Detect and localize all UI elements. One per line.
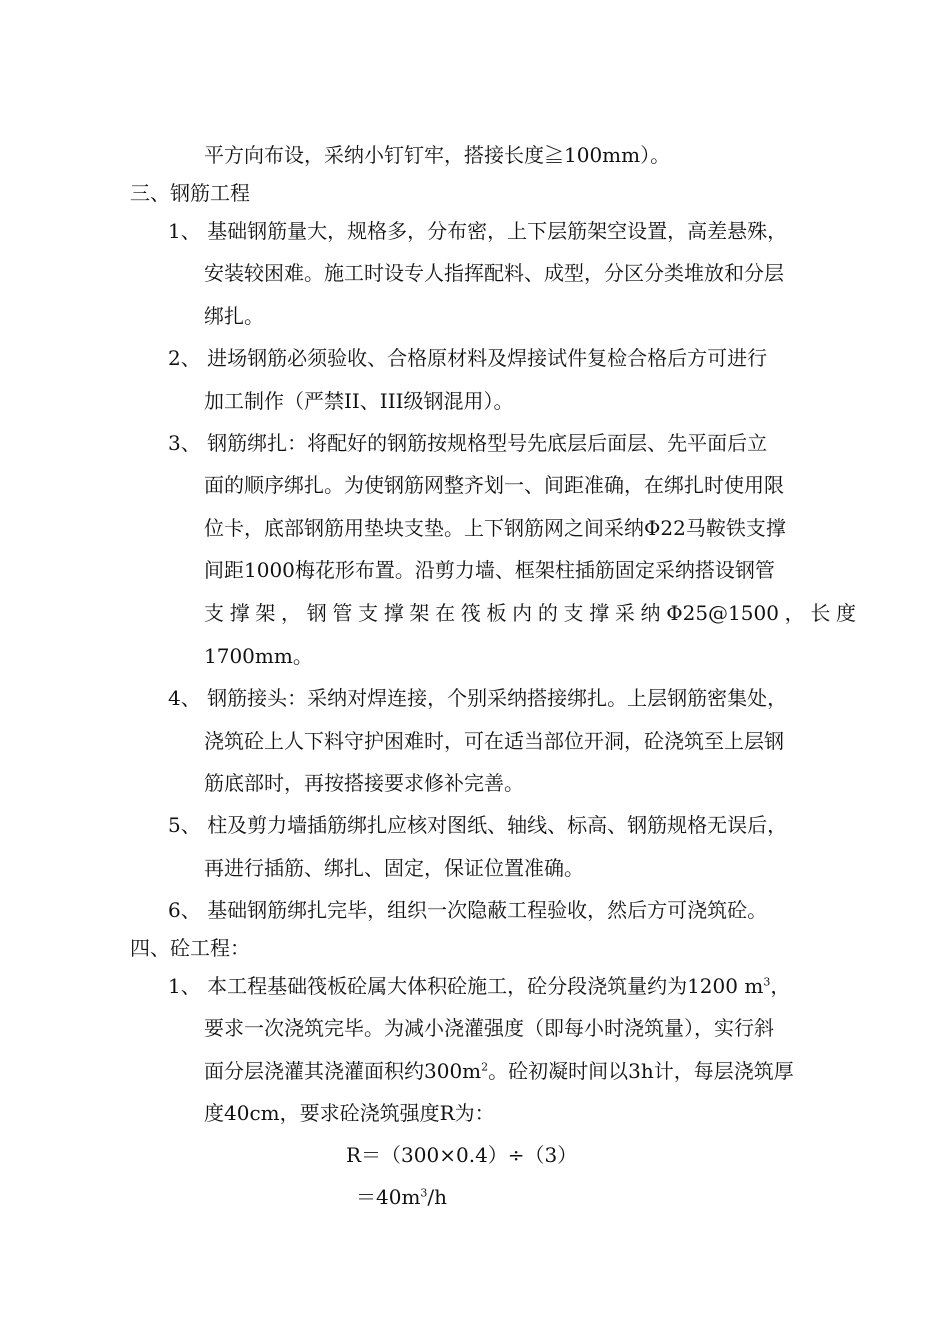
text-run: ＝40m [356,1185,421,1209]
text-line: 面的顺序绑扎。为使钢筋网整齐划一、间距准确，在绑扎时使用限 [204,473,784,497]
text-line: 再进行插筋、绑扎、固定，保证位置准确。 [204,856,584,880]
text-line: 筋底部时，再按搭接要求修补完善。 [204,771,524,795]
list-item: 5、 柱及剪力墙插筋绑扎应核对图纸、轴线、标高、钢筋规格无误后， [168,813,788,837]
text-line: 加工制作（严禁II、III级钢混用）。 [204,389,514,413]
list-item: 4、 钢筋接头：采纳对焊连接，个别采纳搭接绑扎。上层钢筋密集处， [168,686,788,710]
formula-line: R＝（300×0.4）÷（3） [346,1143,578,1167]
superscript: 3 [763,975,771,989]
text-line: 支撑架，钢管支撑架在筏板内的支撑采纳Φ25@1500，长度 [204,601,856,625]
formula-line [356,1184,447,1210]
text-run: 1、 本工程基础筏板砼属大体积砼施工，砼分段浇筑量约为1200 m [168,974,764,998]
superscript: 2 [481,1060,489,1074]
text-line: 绑扎。 [204,304,264,328]
text-run: 面分层浇灌其浇灌面积约300m [204,1059,482,1083]
text-line: 位卡，底部钢筋用垫块支垫。上下钢筋网之间采纳Φ22马鞍铁支撑 [204,516,786,540]
text-line: 平方向布设，采纳小钉钉牢，搭接长度≧100mm）。 [204,143,671,167]
list-item: 2、 进场钢筋必须验收、合格原材料及焊接试件复检合格后方可进行 [168,346,768,370]
text-line [204,1058,794,1084]
text-run: /h [427,1185,448,1209]
text-line: 度40cm，要求砼浇筑强度R为： [204,1101,495,1125]
superscript: 3 [420,1186,428,1200]
list-item: 3、 钢筋绑扎：将配好的钢筋按规格型号先底层后面层、先平面后立 [168,431,768,455]
text-run: 。砼初凝时间以3h计，每层浇筑厚 [488,1059,794,1083]
section-heading: 四、砼工程： [130,936,250,960]
section-heading: 三、钢筋工程 [130,181,250,205]
list-item [168,973,790,999]
text-run: ， [770,974,791,998]
list-item: 6、 基础钢筋绑扎完毕，组织一次隐蔽工程验收，然后方可浇筑砼。 [168,898,768,922]
text-line: 间距1000梅花形布置。沿剪力墙、框架柱插筋固定采纳搭设钢管 [204,558,775,582]
list-item: 1、 基础钢筋量大，规格多，分布密，上下层筋架空设置，高差悬殊， [168,219,788,243]
text-line: 浇筑砼上人下料守护困难时，可在适当部位开洞，砼浇筑至上层钢 [204,729,784,753]
text-line: 要求一次浇筑完毕。为减小浇灌强度（即每小时浇筑量），实行斜 [204,1016,774,1040]
text-line: 1700mm。 [204,644,313,668]
text-line: 安装较困难。施工时设专人指挥配料、成型，分区分类堆放和分层 [204,261,784,285]
